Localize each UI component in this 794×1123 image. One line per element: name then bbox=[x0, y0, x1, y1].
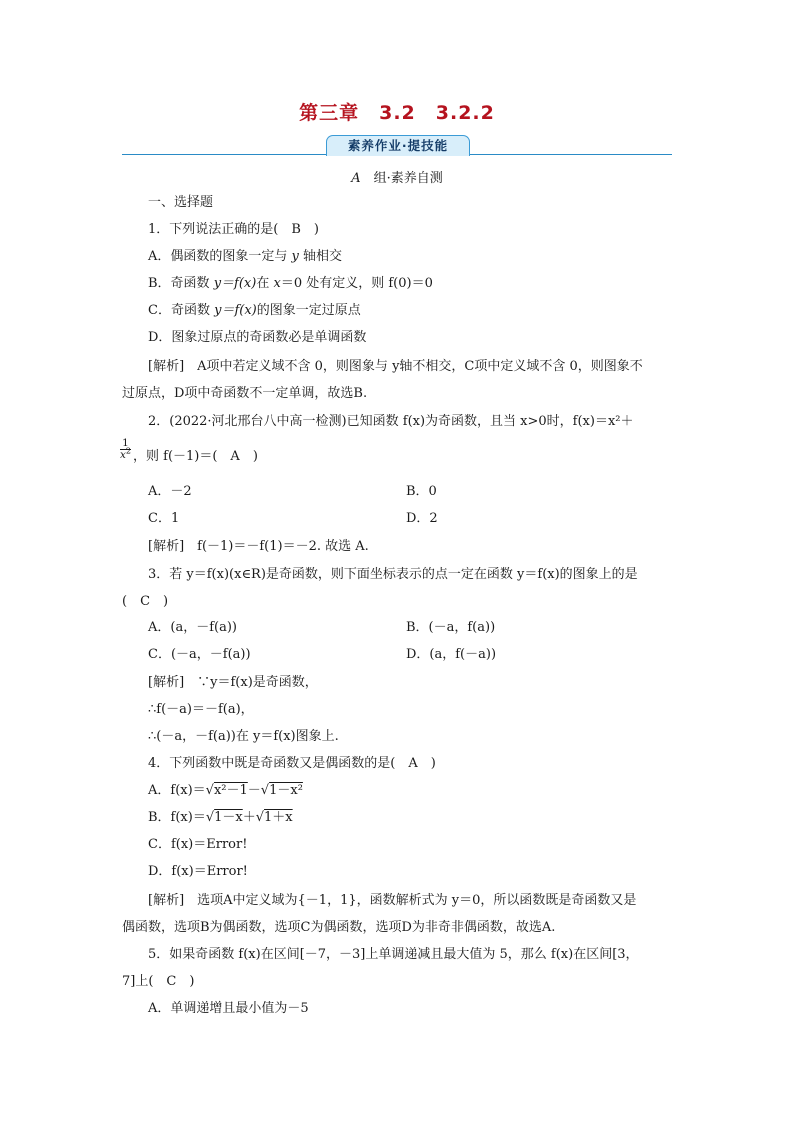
q3-option-c: C．(－a，－f(a)) bbox=[148, 647, 251, 662]
q4-analysis-line1: [解析] 选项A中定义域为{－1，1}，函数解析式为 y＝0，所以函数既是奇函数又是 bbox=[148, 893, 637, 908]
q1-stem: 1．下列说法正确的是( B ) bbox=[148, 222, 319, 237]
group-heading bbox=[0, 170, 794, 188]
q3-option-a: A．(a，－f(a)) bbox=[148, 620, 237, 635]
q5-line1: 5．如果奇函数 f(x)在区间[－7，－3]上单调递减且最大值为 5，那么 f(x)在区间[3， bbox=[148, 947, 639, 962]
q1-option-a: A．偶函数的图象一定与 y 轴相交 bbox=[148, 249, 343, 264]
q4-option-d: D．f(x)＝Error! bbox=[148, 864, 248, 879]
q4-stem: 4．下列函数中既是奇函数又是偶函数的是( A ) bbox=[148, 756, 436, 771]
q4-analysis-line2: 偶函数，选项B为偶函数，选项C为偶函数，选项D为非奇非偶函数，故选A. bbox=[122, 920, 556, 935]
q5-option-a: A．单调递增且最小值为－5 bbox=[148, 1001, 309, 1016]
q2-option-c: C．1 bbox=[148, 511, 180, 526]
q2-option-a: A．－2 bbox=[148, 484, 192, 499]
q3-option-d: D．(a，f(－a)) bbox=[406, 647, 497, 662]
q2-analysis: [解析] f(－1)＝－f(1)＝－2. 故选 A. bbox=[148, 539, 369, 554]
q2-line1: 2．(2022·河北邢台八中高一检测)已知函数 f(x)为奇函数，且当 x>0时，f(x)＝x²＋ bbox=[148, 414, 634, 429]
q3-line2: ( C ) bbox=[122, 594, 169, 609]
section-title: 一、选择题 bbox=[148, 195, 214, 210]
q4-option-c: C．f(x)＝Error! bbox=[148, 837, 248, 852]
q3-line1: 3．若 y＝f(x)(x∈R)是奇函数，则下面坐标表示的点一定在函数 y＝f(x)的图象上的是 bbox=[148, 567, 638, 582]
q1-option-c: C．奇函数 y＝f(x)的图象一定过原点 bbox=[148, 303, 361, 318]
chapter-title: 第三章 3.2 3.2.2 bbox=[299, 102, 495, 124]
q2-option-d: D．2 bbox=[406, 511, 438, 526]
q5-line2: 7]上( C ) bbox=[122, 974, 195, 989]
group-letter: A bbox=[351, 171, 361, 186]
fraction-numerator: 1 bbox=[120, 438, 131, 450]
q1-option-b: B．奇函数 y＝f(x)在 x＝0 处有定义，则 f(0)＝0 bbox=[148, 276, 433, 291]
q3-analysis-line3: ∴(－a，－f(a))在 y＝f(x)图象上. bbox=[148, 729, 339, 744]
q1-option-d: D．图象过原点的奇函数必是单调函数 bbox=[148, 330, 367, 345]
q2-fraction bbox=[120, 438, 131, 461]
fraction-denominator: $x^2$ bbox=[120, 446, 132, 461]
section-banner: 素养作业·提技能 bbox=[326, 135, 470, 156]
q4-option-a: A．f(x)＝√x²－1－√1－x² bbox=[148, 783, 303, 798]
q3-analysis-line2: ∴f(－a)＝－f(a)， bbox=[148, 702, 254, 717]
q2-option-b: B．0 bbox=[406, 484, 437, 499]
q3-analysis-line1: [解析] ∵y＝f(x)是奇函数， bbox=[148, 675, 318, 690]
q3-option-b: B．(－a，f(a)) bbox=[406, 620, 496, 635]
q1-analysis-line2: 过原点，D项中奇函数不一定单调，故选B. bbox=[122, 386, 368, 401]
q2-line2: ，则 f(－1)＝( A ) bbox=[133, 449, 258, 464]
group-label: 组·素养自测 bbox=[360, 171, 443, 186]
q1-analysis-line1: [解析] A项中若定义域不含 0，则图象与 y轴不相交，C项中定义域不含 0，则图象不 bbox=[148, 359, 643, 374]
q4-option-b: B．f(x)＝√1－x＋√1＋x bbox=[148, 810, 293, 825]
